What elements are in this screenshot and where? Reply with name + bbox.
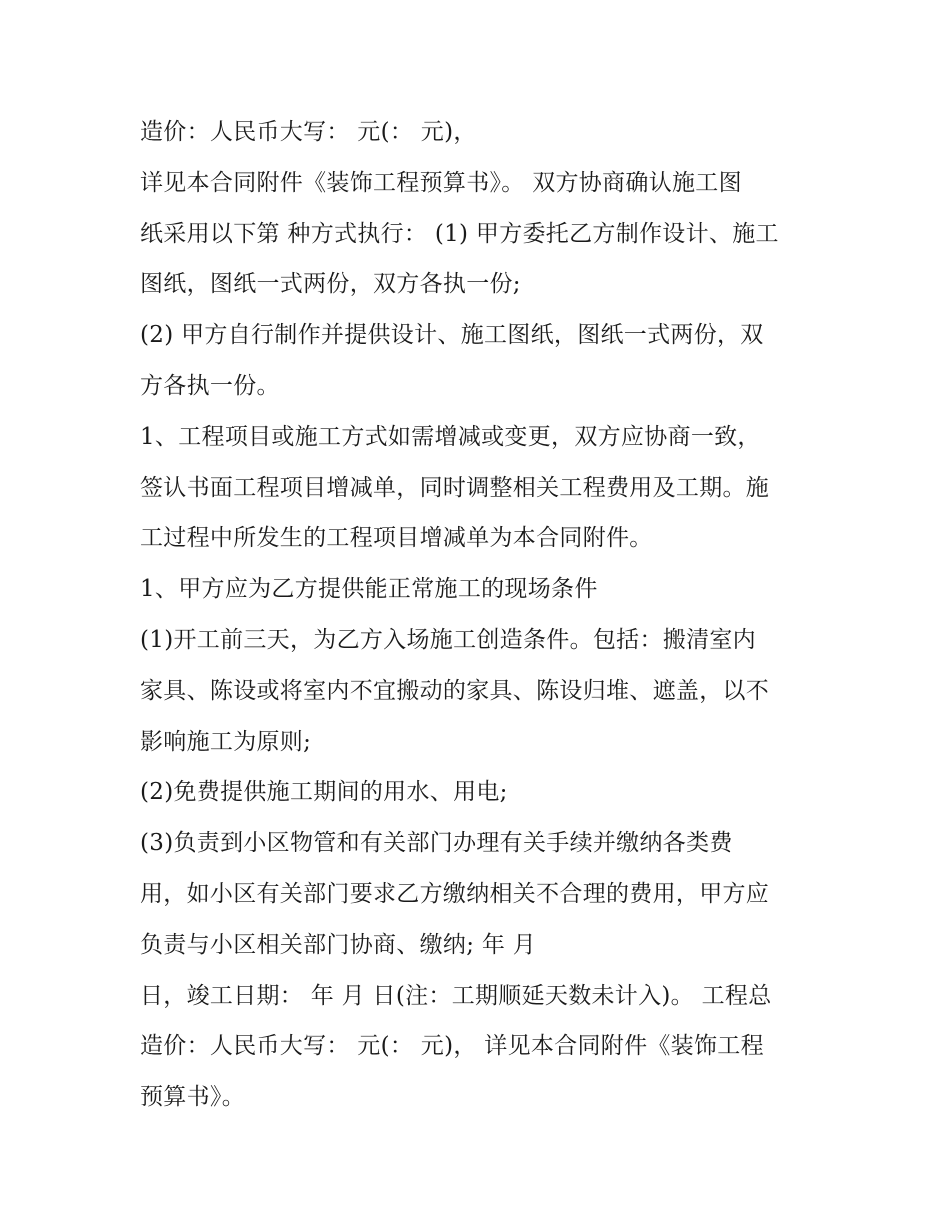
text-line: 日，竣工日期： 年 月 日(注：工期顺延天数未计入)。 工程总 [140, 982, 772, 1009]
text-line: 负责与小区相关部门协商、缴纳; 年 月 [140, 931, 537, 958]
text-line: 影响施工为原则; [140, 728, 312, 755]
text-line: 详见本合同附件《装饰工程预算书》。 双方协商确认施工图 [140, 169, 742, 196]
text-line: 预算书》。 [140, 1084, 245, 1111]
text-line: 纸采用以下第 种方式执行： (1) 甲方委托乙方制作设计、施工 [140, 220, 779, 247]
text-line: (2) 甲方自行制作并提供设计、施工图纸，图纸一式两份，双 [140, 322, 764, 349]
text-line: 图纸，图纸一式两份，双方各执一份; [140, 271, 521, 298]
text-line: 工过程中所发生的工程项目增减单为本合同附件。 [140, 525, 653, 552]
text-line: 造价：人民币大写： 元(： 元)， [140, 119, 477, 145]
text-line: 家具、陈设或将室内不宜搬动的家具、陈设归堆、遮盖，以不 [140, 677, 770, 704]
text-line: (2)免费提供施工期间的用水、用电; [140, 779, 508, 806]
text-line: 用，如小区有关部门要求乙方缴纳相关不合理的费用，甲方应 [140, 880, 770, 907]
text-line: 1、甲方应为乙方提供能正常施工的现场条件 [140, 576, 598, 603]
text-line: 造价：人民币大写： 元(： 元)， 详见本合同附件《装饰工程 [140, 1033, 764, 1060]
text-line: 签认书面工程项目增减单，同时调整相关工程费用及工期。施 [140, 474, 770, 501]
text-line: (3)负责到小区物管和有关部门办理有关手续并缴纳各类费 [140, 830, 733, 857]
text-line: (1)开工前三天，为乙方入场施工创造条件。包括：搬清室内 [140, 626, 756, 653]
document-body [140, 107, 820, 1123]
text-line: 1、工程项目或施工方式如需增减或变更，双方应协商一致， [140, 423, 761, 450]
text-line: 方各执一份。 [140, 372, 280, 399]
